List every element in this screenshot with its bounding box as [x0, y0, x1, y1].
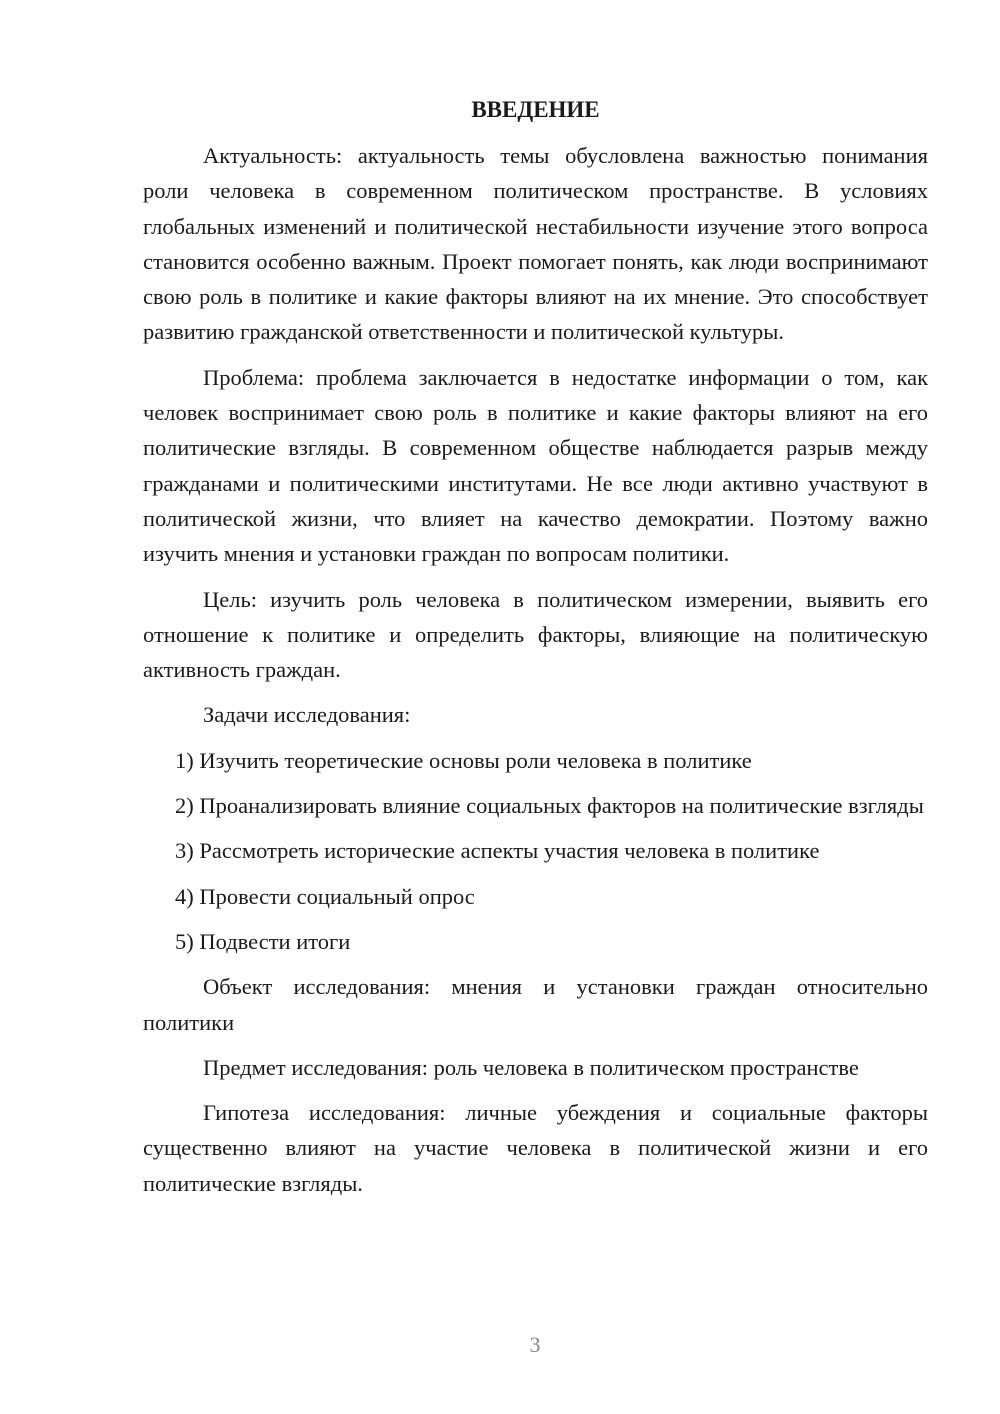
object-paragraph: Объект исследования: мнения и установки граждан относительно политики [143, 974, 928, 1035]
relevance-paragraph: Актуальность: актуальность темы обусловлена важностью понимания роли человека в современном политическом пространстве. В условиях глобальных изменений и политической нестабильности изучение этого вопроса становится особенно важным. Проект помогает понять, как люди воспринимают свою роль в политике и какие факторы влияют на их мнение. Это способствует развитию гражданской ответственности и политической культуры. [143, 143, 928, 345]
task-item: 2) Проанализировать влияние социальных факторов на политические взгляды [175, 793, 924, 819]
task-item: 4) Провести социальный опрос [175, 883, 475, 909]
hypothesis-paragraph: Гипотеза исследования: личные убеждения и социальные факторы существенно влияют на участие человека в политической жизни и его политические взгляды. [143, 1100, 928, 1196]
subject-paragraph: Предмет исследования: роль человека в политическом пространстве [203, 1054, 859, 1080]
task-item: 1) Изучить теоретические основы роли человека в политике [175, 747, 752, 773]
goal-paragraph: Цель: изучить роль человека в политическом измерении, выявить его отношение к политике и определить факторы, влияющие на политическую активность граждан. [143, 586, 928, 683]
page-number: 3 [529, 1332, 541, 1357]
tasks-heading: Задачи исследования: [203, 702, 411, 728]
page-title: ВВЕДЕНИЕ [471, 97, 600, 122]
task-item: 3) Рассмотреть исторические аспекты участия человека в политике [175, 838, 820, 864]
problem-paragraph: Проблема: проблема заключается в недостатке информации о том, как человек воспринимает свою роль в политике и какие факторы влияют на его политические взгляды. В современном обществе наблюдается разрыв между гражданами и политическими институтами. Не все люди активно участвуют в политической жизни, что влияет на качество демократии. Поэтому важно изучить мнения и установки граждан по вопросам политики. [143, 364, 928, 567]
document-page [143, 92, 928, 1211]
task-item: 5) Подвести итоги [175, 928, 351, 954]
